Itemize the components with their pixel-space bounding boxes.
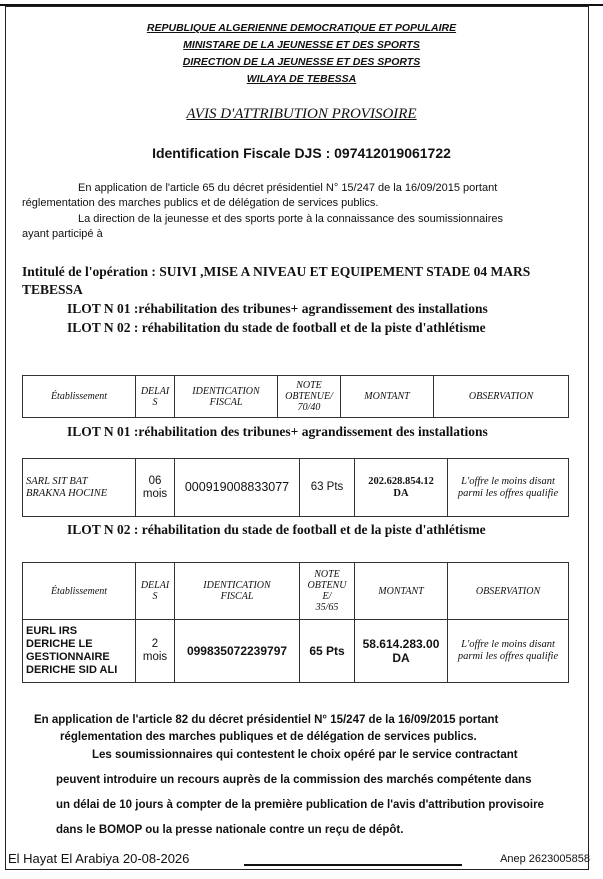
- intro-p1-line1: En application de l'article 65 du décret présidentiel N° 15/247 de la 16/09/2015 portant: [78, 182, 498, 194]
- col-montant: MONTANT: [341, 376, 434, 418]
- result-table-ilot-1: [22, 458, 569, 517]
- table-row: [23, 459, 569, 517]
- closing-line-6: dans le BOMOP ou la presse nationale contre un reçu de dépôt.: [56, 824, 404, 836]
- closing-line-2: réglementation des marches publiques et de délégation de services publics.: [60, 731, 477, 743]
- cell-montant: 58.614.283.00 DA: [355, 620, 448, 683]
- operation-title-line2: TEBESSA: [22, 282, 83, 297]
- cell-montant: 202.628.854.12 DA: [355, 459, 448, 517]
- notice-title: AVIS D'ATTRIBUTION PROVISOIRE: [186, 106, 417, 122]
- cell-fiscal: 099835072239797: [175, 620, 300, 683]
- col-note: NOTE OBTENUE/ 70/40: [278, 376, 341, 418]
- col-delai: DELAI S: [136, 563, 175, 620]
- table-header-row: [23, 563, 569, 620]
- footer-rule: [244, 864, 462, 866]
- intro-p2-line2: ayant participé à: [22, 228, 103, 240]
- cell-observation: L'offre le moins disant parmi les offres qualifie: [448, 620, 569, 683]
- section-1-title: ILOT N 01 :réhabilitation des tribunes+ agrandissement des installations: [67, 424, 488, 439]
- cell-etablissement: EURL IRS DERICHE LE GESTIONNAIRE DERICHE SID ALI: [23, 620, 136, 683]
- col-delai: DELAI S: [136, 376, 175, 418]
- closing-line-4: peuvent introduire un recours auprès de la commission des marchés compétente dans: [56, 774, 532, 786]
- closing-line-5: un délai de 10 jours à compter de la première publication de l'avis d'attribution provisoire: [56, 799, 544, 811]
- col-note: NOTE OBTENU E/ 35/65: [300, 563, 355, 620]
- cell-note: 65 Pts: [300, 620, 355, 683]
- col-montant: MONTANT: [355, 563, 448, 620]
- table-row: [23, 620, 569, 683]
- cell-delai: 2 mois: [136, 620, 175, 683]
- ilot-1-label: ILOT N 01 :réhabilitation des tribunes+ agrandissement des installations: [67, 301, 488, 316]
- col-fiscal: IDENTICATION FISCAL: [175, 376, 278, 418]
- result-table-ilot-2: [22, 562, 569, 683]
- intro-p1-line2: réglementation des marches publics et de délégation de services publics.: [22, 197, 379, 209]
- operation-title-line1: Intitulé de l'opération : SUIVI ,MISE A NIVEAU ET EQUIPEMENT STADE 04 MARS: [22, 264, 531, 279]
- col-etablissement: Établissement: [23, 563, 136, 620]
- cell-note: 63 Pts: [300, 459, 355, 517]
- publication-source: El Hayat El Arabiya 20-08-2026: [8, 851, 190, 866]
- cell-delai: 06 mois: [136, 459, 175, 517]
- intro-p2-line1: La direction de la jeunesse et des sports porte à la connaissance des soumissionnaires: [78, 213, 503, 225]
- header-line-4: WILAYA DE TEBESSA: [246, 73, 357, 85]
- header-line-3: DIRECTION DE LA JEUNESSE ET DES SPORTS: [182, 56, 421, 68]
- ilot-2-label: ILOT N 02 : réhabilitation du stade de football et de la piste d'athlétisme: [67, 320, 486, 335]
- closing-line-1: En application de l'article 82 du décret présidentiel N° 15/247 de la 16/09/2015 portant: [34, 714, 499, 726]
- fiscal-identification: Identification Fiscale DJS : 097412019061722: [152, 145, 451, 161]
- cell-fiscal: 000919008833077: [175, 459, 300, 517]
- header-line-1: REPUBLIQUE ALGERIENNE DEMOCRATIQUE ET POPULAIRE: [146, 22, 457, 34]
- anep-reference: Anep 2623005858: [500, 853, 590, 865]
- cell-observation: L'offre le moins disant parmi les offres qualifie: [448, 459, 569, 517]
- cell-etablissement: SARL SIT BAT BRAKNA HOCINE: [23, 459, 136, 517]
- col-fiscal: IDENTICATION FISCAL: [175, 563, 300, 620]
- section-2-title: ILOT N 02 : réhabilitation du stade de football et de la piste d'athlétisme: [67, 522, 486, 537]
- table-header-row: [23, 376, 569, 418]
- closing-line-3: Les soumissionnaires qui contestent le choix opéré par le service contractant: [92, 749, 518, 761]
- header-table-1: [22, 375, 569, 418]
- col-etablissement: Établissement: [23, 376, 136, 418]
- col-observation: OBSERVATION: [434, 376, 569, 418]
- header-line-2: MINISTARE DE LA JEUNESSE ET DES SPORTS: [183, 39, 420, 51]
- col-observation: OBSERVATION: [448, 563, 569, 620]
